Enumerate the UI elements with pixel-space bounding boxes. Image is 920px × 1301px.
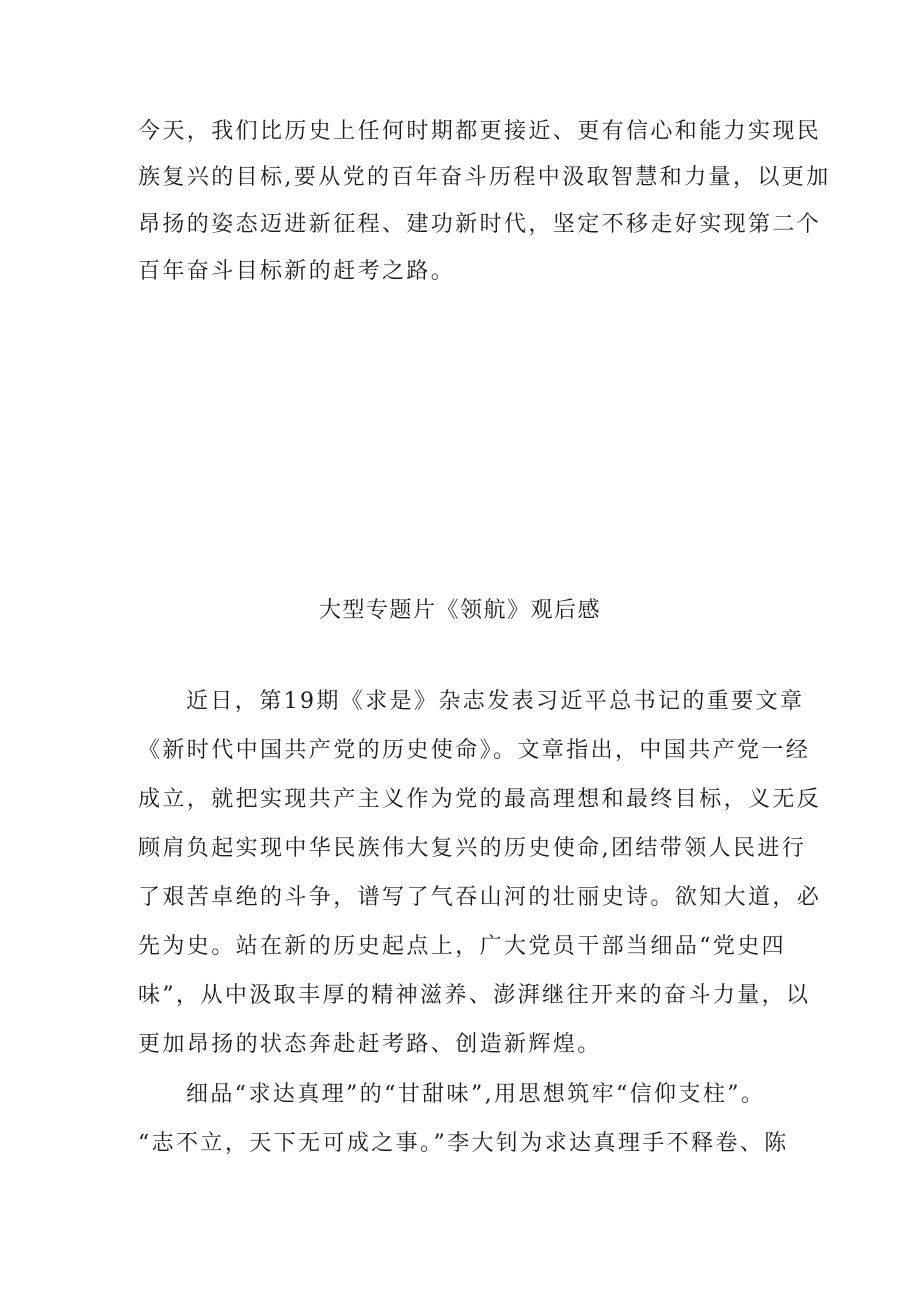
section-1-line-1: 今天，我们比历史上任何时期都更接近、更有信心和能力实现民: [138, 119, 822, 144]
paragraph-1-line-7: 味”，从中汲取丰厚的精神滋养、澎湃继往开来的奋斗力量，以: [138, 983, 811, 1008]
paragraph-1-line-6: 先为史。站在新的历史起点上，广大党员干部当细品“党史四: [138, 934, 787, 959]
section-1-line-2: 族复兴的目标,要从党的百年奋斗历程中汲取智慧和力量，以更加: [138, 165, 831, 190]
paragraph-1-line-4: 顾肩负起实现中华民族伟大复兴的历史使命,团结带领人民进行: [138, 836, 807, 861]
paragraph-1-line-3: 成立，就把实现共产主义作为党的最高理想和最终目标，义无反: [138, 787, 822, 812]
paragraph-2-line-1: 细品“求达真理”的“甘甜味”,用思想筑牢“信仰支柱”。: [186, 1082, 766, 1107]
paragraph-1-line-5: 了艰苦卓绝的斗争，谱写了气吞山河的壮丽史诗。欲知大道，必: [138, 885, 822, 910]
paragraph-1-line-8: 更加昂扬的状态奔赴赶考路、创造新辉煌。: [138, 1032, 602, 1057]
paragraph-1-line-2: 《新时代中国共产党的历史使命》。文章指出，中国共产党一经: [138, 738, 811, 763]
section-1-line-4: 百年奋斗目标新的赶考之路。: [138, 259, 456, 284]
paragraph-2-line-2: “志不立，天下无可成之事。”李大钊为求达真理手不释卷、陈: [138, 1131, 789, 1156]
paragraph-1-line-1: 近日，第19期《求是》杂志发表习近平总书记的重要文章: [186, 689, 805, 714]
section-1-line-3: 昂扬的姿态迈进新征程、建功新时代，坚定不移走好实现第二个: [138, 212, 822, 237]
article-title: 大型专题片《领航》观后感: [318, 598, 601, 623]
